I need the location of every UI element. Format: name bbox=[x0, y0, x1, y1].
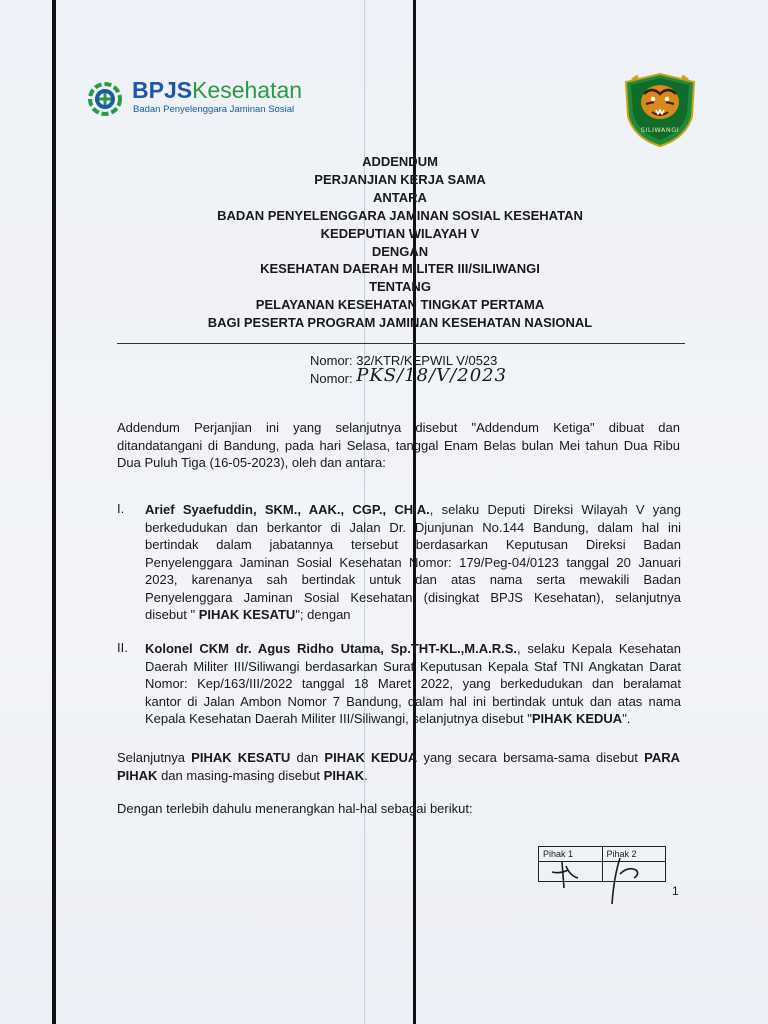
initials-header-pihak-2: Pihak 2 bbox=[602, 847, 666, 861]
document-number bbox=[310, 352, 507, 386]
preamble-text: Dengan terlebih dahulu menerangkan hal-hal sebagai berikut: bbox=[117, 801, 473, 816]
party-1-paragraph: Arief Syaefuddin, SKM., AAK., CGP., CHIA., selaku Deputi Direksi Wilayah V yang berkedudukan dan berkantor di Jalan Dr. Djunjunan No.144 Bandung, dalam hal ini bertindak dalam jabatannya tersebut berdasarkan Keputusan Direksi Badan Penyelenggara Jaminan Sosial Kesehatan Nomor: 179/Peg-04/0123 tanggal 20 Januari 2023, karenanya sah bertindak untuk dan atas nama serta mewakili Badan Penyelenggara Jaminan Sosial Kesehatan (disingkat BPJS Kesehatan), selanjutnya disebut " PIHAK KESATU"; dengan bbox=[145, 502, 681, 622]
document-title bbox=[110, 153, 690, 332]
svg-text:SILIWANGI: SILIWANGI bbox=[640, 126, 680, 134]
nomor-row-1: Nomor: 32/KTR/KEPWIL V/0523 bbox=[310, 353, 498, 368]
siliwangi-crest-icon bbox=[622, 72, 698, 148]
title-line: KESEHATAN DAERAH MILITER III/SILIWANGI bbox=[260, 261, 540, 277]
title-line: TENTANG bbox=[369, 279, 431, 295]
bpjs-logo bbox=[88, 76, 308, 122]
initials-header-pihak-1: Pihak 1 bbox=[543, 849, 574, 859]
handwritten-number: PKS/18/V/2023 bbox=[356, 365, 508, 386]
title-line: ADDENDUM bbox=[362, 154, 438, 169]
party-2-paragraph: Kolonel CKM dr. Agus Ridho Utama, Sp.THT-KL.,M.A.R.S., selaku Kepala Kesehatan Daerah Militer III/Siliwangi berdasarkan Surat Keputusan Kepala Staf TNI Angkatan Darat Nomor: Kep/163/III/2022 tanggal 18 Maret 2022, yang berkedudukan dan beralamat kantor di Jalan Ambon Nomor 7 Bandung, dalam hal ini bertindak untuk dan atas nama Kepala Kesehatan Daerah Militer III/Siliwangi, selanjutnya disebut "PIHAK KEDUA". bbox=[145, 641, 682, 726]
title-line: PERJANJIAN KERJA SAMA bbox=[314, 171, 486, 187]
party-1-name: Arief Syaefuddin, SKM., AAK., CGP., CHIA. bbox=[145, 502, 430, 517]
title-line: ANTARA bbox=[373, 189, 427, 205]
party-2-name: Kolonel CKM dr. Agus Ridho Utama, Sp.THT-KL.,M.A.R.S. bbox=[145, 641, 518, 656]
title-divider bbox=[117, 343, 685, 344]
party-2-number: II. bbox=[117, 640, 128, 655]
intro-paragraph: Addendum Perjanjian ini yang selanjutnya disebut "Addendum Ketiga" dibuat dan ditandatangani di Bandung, pada hari Selasa, tanggal Enam Belas bulan Mei tahun Dua Ribu Dua Puluh Tiga (16-05-2023), oleh dan antara: bbox=[117, 420, 680, 470]
closing-paragraph: Selanjutnya PIHAK KESATU dan PIHAK KEDUA yang secara bersama-sama disebut PARA PIHAK dan masing-masing disebut PIHAK. bbox=[117, 750, 680, 783]
title-line: PELAYANAN KESEHATAN TINGKAT PERTAMA bbox=[255, 297, 545, 313]
title-line: DENGAN bbox=[371, 243, 429, 259]
title-line: BAGI PESERTA PROGRAM JAMINAN KESEHATAN NASIONAL bbox=[207, 315, 593, 331]
title-line: KEDEPUTIAN WILAYAH V bbox=[320, 225, 480, 241]
brand-name: BPJSKesehatan bbox=[132, 77, 303, 103]
title-line: BADAN PENYELENGGARA JAMINAN SOSIAL KESEHATAN bbox=[217, 207, 583, 223]
party-1-number: I. bbox=[117, 501, 125, 516]
bpjs-emblem-icon bbox=[88, 82, 122, 116]
binder-line-left bbox=[52, 0, 56, 1024]
initial-pihak-2 bbox=[606, 852, 654, 908]
page-number: 1 bbox=[672, 884, 679, 898]
brand-tagline: Badan Penyelenggara Jaminan Sosial bbox=[133, 104, 295, 115]
initial-pihak-1 bbox=[548, 856, 588, 892]
nomor-row-2: Nomor: PKS/18/V/2023 bbox=[310, 365, 508, 386]
